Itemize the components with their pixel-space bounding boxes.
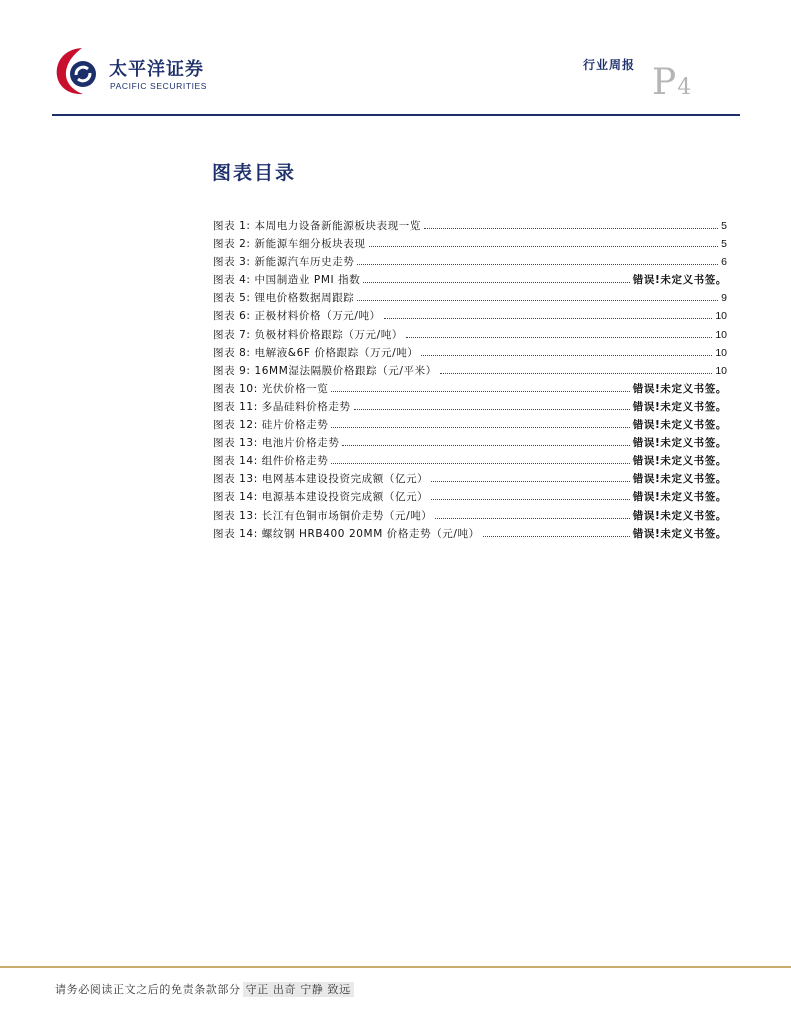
toc-entry-page: 5 bbox=[721, 220, 727, 232]
page-digit: 4 bbox=[677, 75, 692, 100]
dot-leader bbox=[431, 473, 630, 482]
footer bbox=[55, 981, 354, 997]
footer-motto: 守正 出奇 宁静 致远 bbox=[243, 982, 354, 997]
toc-entry[interactable] bbox=[213, 526, 727, 544]
toc-entry-label: 图表 12: 硅片价格走势 bbox=[213, 419, 329, 432]
page-prefix: P bbox=[652, 62, 677, 103]
toc-entry-label: 图表 2: 新能源车细分板块表现 bbox=[213, 238, 366, 251]
toc-entry-label: 图表 14: 电源基本建设投资完成额（亿元） bbox=[213, 491, 429, 504]
toc-entry[interactable] bbox=[213, 471, 727, 489]
dot-leader bbox=[435, 510, 629, 519]
toc-entry-label: 图表 13: 电网基本建设投资完成额（亿元） bbox=[213, 473, 429, 486]
toc-entry[interactable] bbox=[213, 345, 727, 363]
toc-entry[interactable] bbox=[213, 327, 727, 345]
toc-entry[interactable] bbox=[213, 272, 727, 290]
toc-entry-label: 图表 11: 多晶硅料价格走势 bbox=[213, 400, 351, 413]
toc-entry-page: 错误!未定义书签。 bbox=[632, 509, 727, 522]
dot-leader bbox=[357, 256, 718, 265]
toc-entry[interactable] bbox=[213, 381, 727, 399]
company-logo bbox=[54, 45, 224, 100]
toc-entry-page: 10 bbox=[715, 328, 727, 341]
dot-leader bbox=[440, 365, 713, 374]
logo-text-cn: 太平洋证券 bbox=[109, 59, 204, 80]
footer-divider bbox=[0, 966, 791, 968]
toc-entry-label: 图表 8: 电解液&6F 价格跟踪（万元/吨） bbox=[213, 346, 419, 359]
dot-leader bbox=[331, 419, 629, 428]
toc-entry[interactable] bbox=[213, 236, 727, 254]
page-number bbox=[652, 62, 691, 103]
toc-entry-page: 5 bbox=[721, 238, 727, 251]
dot-leader bbox=[406, 329, 712, 338]
toc-entry-page: 错误!未定义书签。 bbox=[632, 419, 727, 432]
toc-entry-page: 10 bbox=[715, 346, 727, 359]
report-type: 行业周报 bbox=[583, 58, 636, 72]
dot-leader bbox=[363, 274, 629, 283]
toc-entry-page: 6 bbox=[721, 256, 727, 269]
logo-text-en: PACIFIC SECURITIES bbox=[110, 81, 208, 91]
toc-entry[interactable] bbox=[213, 417, 727, 435]
toc-list bbox=[213, 218, 727, 544]
dot-leader bbox=[354, 401, 630, 410]
dot-leader bbox=[369, 238, 719, 247]
toc-title: 图表目录 bbox=[212, 162, 297, 184]
toc-entry-page: 错误!未定义书签。 bbox=[632, 491, 727, 504]
toc-entry-page: 10 bbox=[715, 364, 727, 377]
toc-entry[interactable] bbox=[213, 308, 727, 326]
header-divider bbox=[52, 114, 740, 116]
dot-leader bbox=[483, 528, 630, 537]
pacific-logo-icon bbox=[54, 45, 102, 97]
toc-entry-label: 图表 13: 电池片价格走势 bbox=[213, 437, 340, 450]
toc-entry-page: 错误!未定义书签。 bbox=[632, 527, 727, 540]
toc-entry[interactable] bbox=[213, 508, 727, 526]
toc-entry-label: 图表 14: 组件价格走势 bbox=[213, 455, 329, 468]
dot-leader bbox=[421, 347, 712, 356]
toc-entry[interactable] bbox=[213, 453, 727, 471]
toc-entry-page: 9 bbox=[721, 292, 727, 305]
toc-entry-label: 图表 14: 螺纹钢 HRB400 20MM 价格走势（元/吨） bbox=[213, 527, 480, 540]
toc-entry-page: 错误!未定义书签。 bbox=[632, 455, 727, 468]
toc-entry-label: 图表 1: 本周电力设备新能源板块表现一览 bbox=[213, 220, 421, 232]
dot-leader bbox=[331, 455, 629, 464]
toc-entry-label: 图表 4: 中国制造业 PMI 指数 bbox=[213, 274, 361, 287]
toc-entry-label: 图表 10: 光伏价格一览 bbox=[213, 382, 329, 395]
dot-leader bbox=[331, 383, 629, 392]
dot-leader bbox=[342, 437, 629, 446]
toc-entry-label: 图表 13: 长江有色铜市场铜价走势（元/吨） bbox=[213, 509, 433, 522]
toc-entry[interactable] bbox=[213, 489, 727, 507]
toc-entry-label: 图表 7: 负极材料价格跟踪（万元/吨） bbox=[213, 328, 403, 341]
toc-entry-page: 错误!未定义书签。 bbox=[632, 473, 727, 486]
toc-entry-page: 错误!未定义书签。 bbox=[632, 382, 727, 395]
toc-entry[interactable] bbox=[213, 399, 727, 417]
dot-leader bbox=[357, 292, 718, 301]
toc-entry-label: 图表 3: 新能源汽车历史走势 bbox=[213, 256, 355, 269]
toc-entry-page: 错误!未定义书签。 bbox=[632, 400, 727, 413]
dot-leader bbox=[424, 220, 718, 229]
toc-entry[interactable] bbox=[213, 435, 727, 453]
toc-entry-page: 10 bbox=[715, 310, 727, 323]
toc-entry-label: 图表 9: 16MM湿法隔膜价格跟踪（元/平米） bbox=[213, 364, 437, 377]
dot-leader bbox=[431, 491, 630, 500]
toc-entry-label: 图表 6: 正极材料价格（万元/吨） bbox=[213, 310, 381, 323]
toc-entry[interactable] bbox=[213, 254, 727, 272]
toc-entry-page: 错误!未定义书签。 bbox=[632, 274, 727, 287]
dot-leader bbox=[384, 310, 713, 319]
footer-disclaimer: 请务必阅读正文之后的免责条款部分 bbox=[55, 983, 241, 996]
toc-entry-label: 图表 5: 锂电价格数据周跟踪 bbox=[213, 292, 355, 305]
toc-entry[interactable] bbox=[213, 363, 727, 381]
toc-entry[interactable] bbox=[213, 290, 727, 308]
toc-entry[interactable] bbox=[213, 218, 727, 236]
toc-entry-page: 错误!未定义书签。 bbox=[632, 437, 727, 450]
